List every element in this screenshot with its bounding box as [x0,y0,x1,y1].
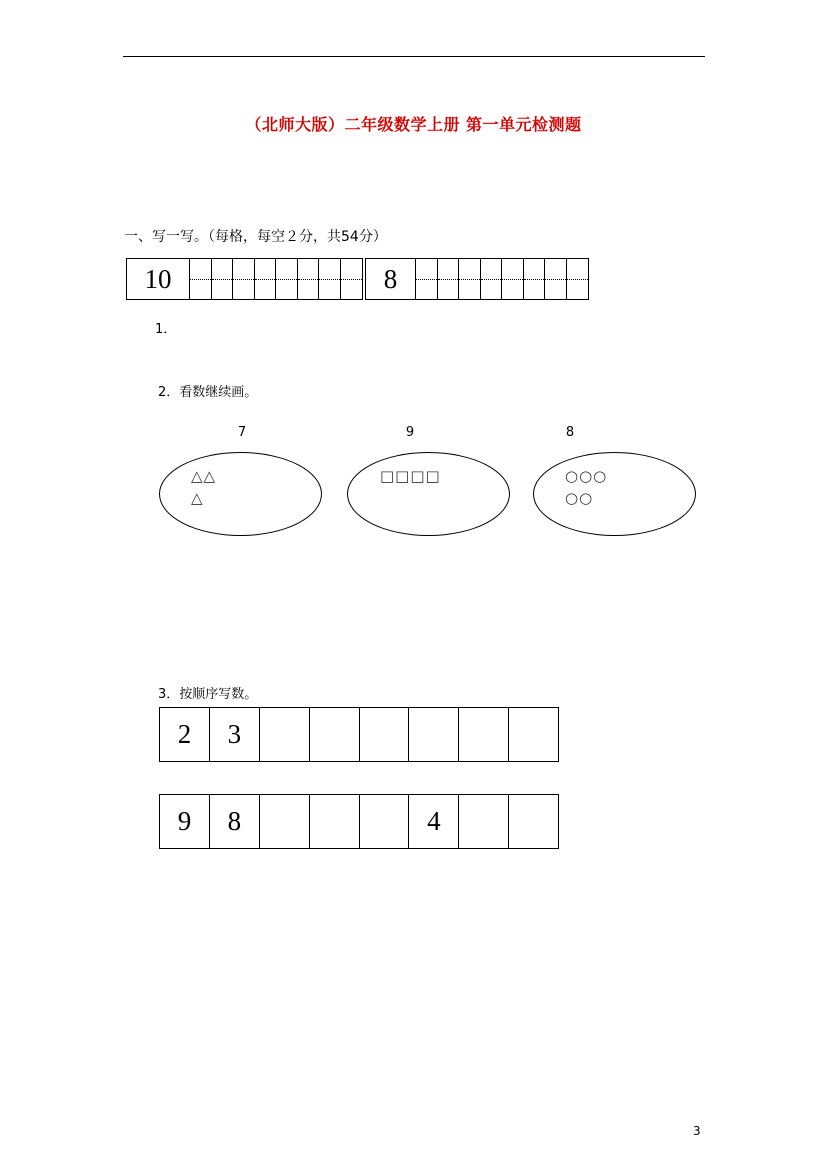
page-number: 3 [693,1124,701,1138]
sequence-cell[interactable] [509,708,558,761]
grid-lead-number: 8 [366,259,416,299]
sequence-cell[interactable]: 3 [210,708,260,761]
sequence-cell[interactable] [360,708,410,761]
triangle-icon: △△ △ [191,467,217,507]
oval-frame-circles[interactable] [533,452,696,536]
grid-cell[interactable] [319,259,341,299]
writing-grid-1 [126,258,363,300]
grid-cell[interactable] [524,259,546,299]
oval-number: 9 [405,425,415,440]
grid-cell[interactable] [567,259,589,299]
question-3-label: 3．按顺序写数。 [158,687,258,702]
grid-cell[interactable] [502,259,524,299]
circle-icon: ○○○ ○○ [565,467,608,507]
grid-cell[interactable] [481,259,503,299]
grid-cell[interactable] [212,259,234,299]
sequence-cell[interactable] [459,795,509,848]
sequence-cell[interactable] [509,795,558,848]
sequence-cell[interactable] [360,795,410,848]
grid-cell[interactable] [190,259,212,299]
question-2-label: 2．看数继续画。 [158,385,258,400]
sequence-cell[interactable] [260,795,310,848]
sequence-cell[interactable] [260,708,310,761]
grid-cell[interactable] [416,259,438,299]
grid-cell[interactable] [341,259,363,299]
grid-cell[interactable] [545,259,567,299]
oval-number: 8 [565,425,575,440]
grid-cell[interactable] [255,259,277,299]
grid-cell[interactable] [438,259,460,299]
section-heading: 一、写一写。（每格，每空２分，共54分） [124,229,387,245]
sequence-cell[interactable]: 4 [409,795,459,848]
oval-frame-triangles[interactable] [159,452,322,536]
grid-cell[interactable] [276,259,298,299]
oval-number: 7 [237,425,247,440]
grid-cell[interactable] [459,259,481,299]
sequence-cell[interactable] [310,708,360,761]
sequence-cell[interactable]: 2 [160,708,210,761]
grid-cell[interactable] [298,259,320,299]
sequence-cell[interactable] [409,708,459,761]
header-rule [123,56,705,57]
sequence-row-2 [159,794,559,849]
grid-cell[interactable] [233,259,255,299]
writing-grid-2 [365,258,589,300]
page-title: （北师大版）二年级数学上册 第一单元检测题 [245,115,582,134]
grid-lead-number: 10 [127,259,190,299]
question-1-label: 1． [155,322,177,337]
sequence-cell[interactable] [459,708,509,761]
sequence-cell[interactable]: 8 [210,795,260,848]
sequence-cell[interactable] [310,795,360,848]
sequence-row-1 [159,707,559,762]
sequence-cell[interactable]: 9 [160,795,210,848]
square-icon: □□□□ [380,467,441,485]
